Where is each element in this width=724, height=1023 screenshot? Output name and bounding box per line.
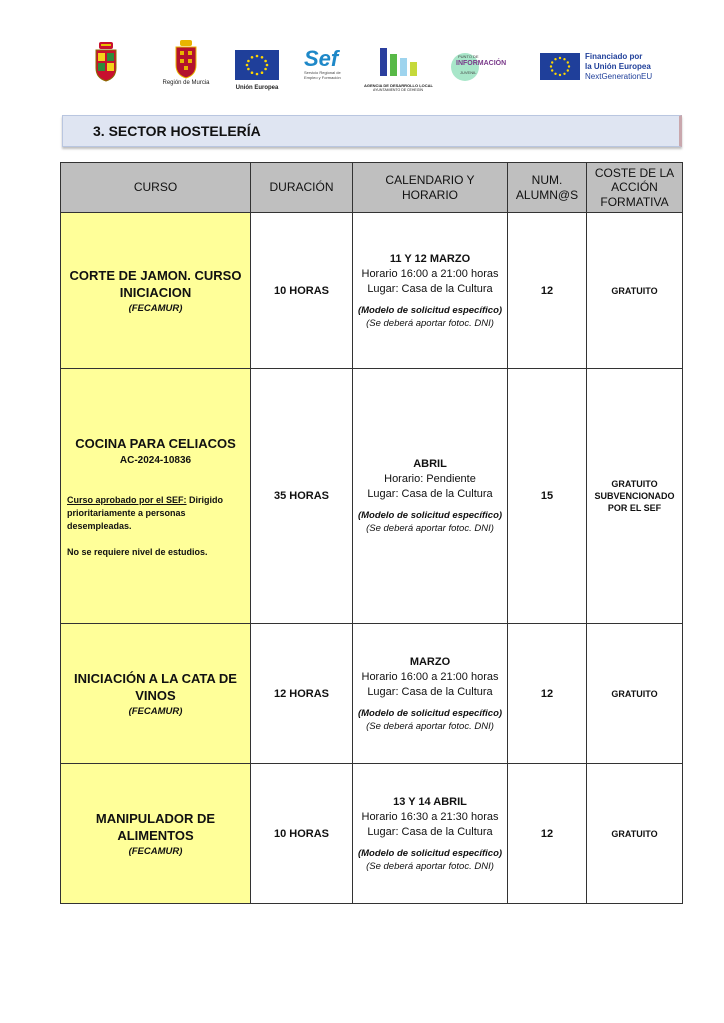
section-title: 3. SECTOR HOSTELERÍA (93, 123, 261, 139)
course-cost: GRATUITO SUBVENCIONADO POR EL SEF (587, 369, 683, 624)
course-title: CORTE DE JAMON. CURSO INICIACION (69, 268, 242, 300)
schedule-place: Lugar: Casa de la Cultura (367, 685, 493, 698)
course-schedule (353, 624, 508, 764)
course-cell (61, 624, 251, 764)
course-title: MANIPULADOR DE ALIMENTOS (95, 811, 216, 843)
adl-subcaption: AYUNTAMIENTO DE CEHEGÍN (373, 88, 423, 92)
course-provider: (FECAMUR) (128, 303, 183, 314)
nextgen-line-1: Financiado por (585, 52, 643, 61)
nextgen-line-3: NextGenerationEU (585, 72, 653, 81)
course-duration: 10 HORAS (251, 764, 353, 904)
schedule-form-note: (Modelo de solicitud específico) (357, 304, 503, 316)
punto-informacion-juvenil-logo (450, 50, 510, 84)
course-note-studies: No se requiere nivel de estudios. (67, 547, 208, 557)
header-coste: COSTE DE LA ACCIÓN FORMATIVA (587, 163, 683, 213)
sef-logo-text: Sef (304, 46, 339, 71)
schedule-date: ABRIL (413, 458, 447, 470)
schedule-hours: Horario: Pendiente (384, 473, 476, 485)
logo-strip (0, 40, 724, 92)
course-title: INICIACIÓN A LA CATA DE VINOS (74, 671, 237, 703)
adl-logo (364, 46, 432, 92)
schedule-place: Lugar: Casa de la Cultura (367, 825, 493, 838)
course-schedule (353, 764, 508, 904)
course-students: 15 (508, 369, 587, 624)
schedule-hours: Horario 16:00 a 21:00 horas (361, 267, 499, 280)
schedule-date: MARZO (409, 655, 451, 668)
union-europea-logo (235, 50, 279, 91)
eu-flag-icon (540, 53, 580, 80)
region-de-murcia-logo (160, 40, 212, 86)
course-duration: 10 HORAS (251, 213, 353, 369)
section-title-box (62, 115, 682, 147)
table-row (61, 213, 683, 369)
adl-bars-icon (364, 46, 432, 78)
header-calendario: CALENDARIO Y HORARIO (353, 163, 508, 213)
schedule-dni-note: (Se deberá aportar fotoc. DNI) (366, 720, 494, 732)
info-sub-text: JUVENIL (460, 70, 477, 75)
course-title: COCINA PARA CELIACOS (75, 436, 236, 451)
schedule-form-note: (Modelo de solicitud específico) (357, 510, 503, 521)
course-provider: (FECAMUR) (128, 846, 183, 857)
course-cost: GRATUITO (587, 213, 683, 369)
schedule-date: 13 Y 14 ABRIL (393, 795, 467, 808)
schedule-hours: Horario 16:00 a 21:00 horas (361, 670, 499, 683)
course-cell (61, 213, 251, 369)
course-code: AC-2024-10836 (119, 455, 192, 466)
course-students: 12 (508, 764, 587, 904)
table-header-row (61, 163, 683, 213)
info-main-text: INFORMACIÓN (456, 60, 507, 67)
header-curso: CURSO (61, 163, 251, 213)
course-duration: 35 HORAS (251, 369, 353, 624)
course-duration: 12 HORAS (251, 624, 353, 764)
schedule-form-note: (Modelo de solicitud específico) (357, 707, 503, 719)
course-cell (61, 369, 251, 624)
course-cost: GRATUITO (587, 764, 683, 904)
schedule-dni-note: (Se deberá aportar fotoc. DNI) (366, 317, 494, 329)
schedule-place: Lugar: Casa de la Cultura (367, 282, 493, 295)
course-cost: GRATUITO (587, 624, 683, 764)
cehegin-coat-of-arms (94, 42, 118, 87)
course-note (67, 494, 244, 533)
header-num-alumnos: NUM. ALUMN@S (508, 163, 587, 213)
adl-caption: AGENCIA DE DESARROLLO LOCAL (364, 83, 433, 88)
union-europea-caption: Unión Europea (235, 85, 279, 91)
eu-flag-icon (235, 50, 279, 80)
schedule-form-note: (Modelo de solicitud específico) (357, 847, 503, 859)
sef-logo (304, 48, 356, 80)
course-schedule (353, 213, 508, 369)
course-students: 12 (508, 213, 587, 369)
table-row (61, 624, 683, 764)
nextgen-line-2: la Unión Europea (585, 62, 651, 71)
info-top-text: PUNTO DE (458, 54, 479, 59)
course-provider: (FECAMUR) (128, 706, 183, 717)
course-cell (61, 764, 251, 904)
schedule-hours: Horario 16:30 a 21:30 horas (361, 810, 499, 823)
nextgen-eu-logo (540, 52, 680, 82)
course-note-text: Dirigido prioritariamente a personas desempleadas. (67, 495, 224, 531)
sef-logo-subtext: Servicio Regional de Empleo y Formación (304, 70, 341, 80)
course-schedule (353, 369, 508, 624)
schedule-dni-note: (Se deberá aportar fotoc. DNI) (366, 860, 494, 872)
course-students: 12 (508, 624, 587, 764)
courses-table (60, 162, 683, 904)
course-note-sef: Curso aprobado por el SEF: (67, 495, 187, 505)
schedule-place: Lugar: Casa de la Cultura (367, 488, 493, 500)
header-duracion: DURACIÓN (251, 163, 353, 213)
table-row (61, 764, 683, 904)
region-de-murcia-caption: Región de Murcia (162, 80, 210, 86)
table-row (61, 369, 683, 624)
schedule-dni-note: (Se deberá aportar fotoc. DNI) (366, 523, 494, 534)
schedule-date: 11 Y 12 MARZO (389, 252, 471, 265)
